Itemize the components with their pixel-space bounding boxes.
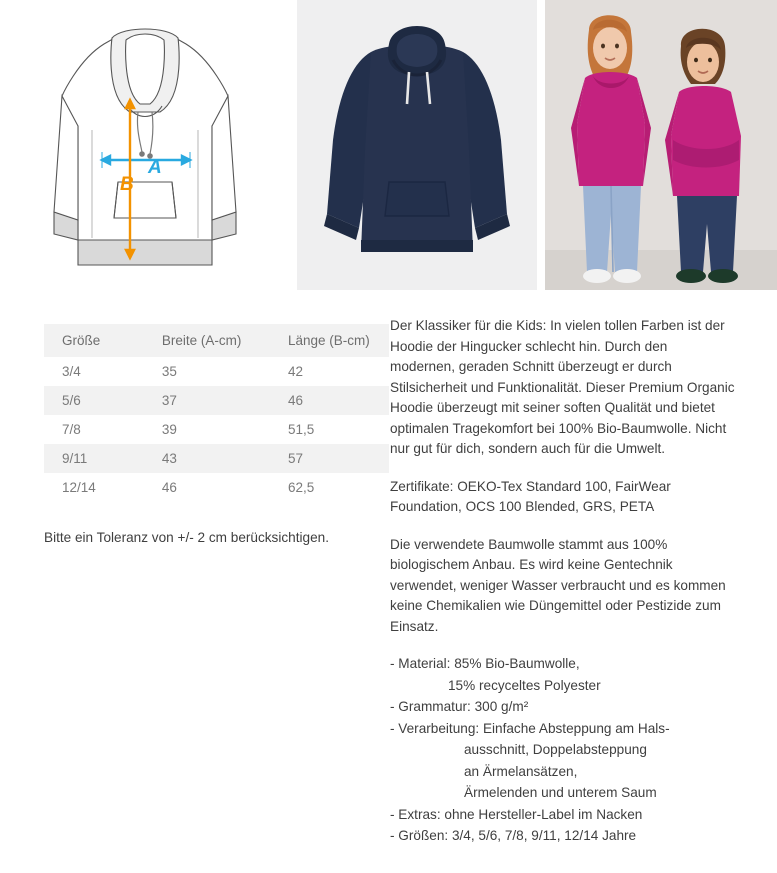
spec-verarbeitung-line3: an Ärmelansätzen, [464,763,578,779]
product-details-section [0,298,777,848]
size-table-column [0,298,390,848]
model-photo-image [545,0,777,290]
spec-groessen: - Größen: 3/4, 5/6, 7/8, 9/11, 12/14 Jahre [390,828,637,843]
table-row [44,386,389,415]
spec-list [390,654,735,847]
measure-label-b: B [120,174,134,195]
table-row [44,415,389,444]
size-table-header-row [44,324,389,357]
size-table-header-breite: Breite (A-cm) [144,324,270,357]
spec-verarbeitung-line1: - Verarbeitung: Einfache Absteppung am Hals- [390,720,670,736]
measure-label-a: A [148,157,162,178]
spec-material-line1: - Material: 85% Bio-Baumwolle, [390,656,580,671]
size-cell: 9/11 [44,444,144,473]
spec-grammatur: - Grammatur: 300 g/m² [390,699,529,714]
size-cell: 7/8 [44,415,144,444]
tolerance-note: Bitte ein Toleranz von +/- 2 cm berücksichtigen. [44,530,329,545]
length-cell: 42 [270,357,389,386]
description-cotton: Die verwendete Baumwolle stammt aus 100% biologischem Anbau. Es wird keine Gentechnik verwendet, weniger Wasser verbraucht und es kommen keine Chemikalien wie Düngemittel oder Pestizide zum Einsatz. [390,536,726,634]
table-row [44,473,389,502]
width-cell: 35 [144,357,270,386]
description-certificates: Zertifikate: OEKO-Tex Standard 100, FairWear Foundation, OCS 100 Blended, GRS, PETA [390,478,671,514]
length-cell: 62,5 [270,473,389,502]
description-intro: Der Klassiker für die Kids: In vielen tollen Farben ist der Hoodie der Hingucker schlecht hin. Durch den modernen, geraden Schnitt überzeugt er durch Stilsicherheit und Funktionalität. Dieser Premium Organic Hoodie überzeugt mit seiner soften Qualität und bietet optimalen Tragekomfort bei 100% Bio-Baumwolle. Nicht nur gut für dich, sondern auch für die Umwelt. [390,318,735,456]
length-cell: 57 [270,444,389,473]
length-cell: 46 [270,386,389,415]
length-cell: 51,5 [270,415,389,444]
width-cell: 39 [144,415,270,444]
table-row [44,357,389,386]
product-image-strip [0,0,777,298]
description-column [390,298,777,848]
size-table-header-groesse: Größe [44,324,144,357]
width-cell: 37 [144,386,270,415]
spec-verarbeitung-line4: Ärmelenden und unterem Saum [464,785,657,800]
width-cell: 46 [144,473,270,502]
spec-extras: - Extras: ohne Hersteller-Label im Nacken [390,806,643,822]
product-photo-image [297,0,537,290]
size-cell: 12/14 [44,473,144,502]
technical-drawing-image [0,0,289,298]
spec-material-line2: 15% recyceltes Polyester [448,677,601,693]
size-cell: 3/4 [44,357,144,386]
size-table-header-laenge: Länge (B-cm) [270,324,389,357]
spec-verarbeitung-line2: ausschnitt, Doppelabsteppung [464,742,647,757]
table-row [44,444,389,473]
size-table [44,324,389,502]
width-cell: 43 [144,444,270,473]
size-cell: 5/6 [44,386,144,415]
